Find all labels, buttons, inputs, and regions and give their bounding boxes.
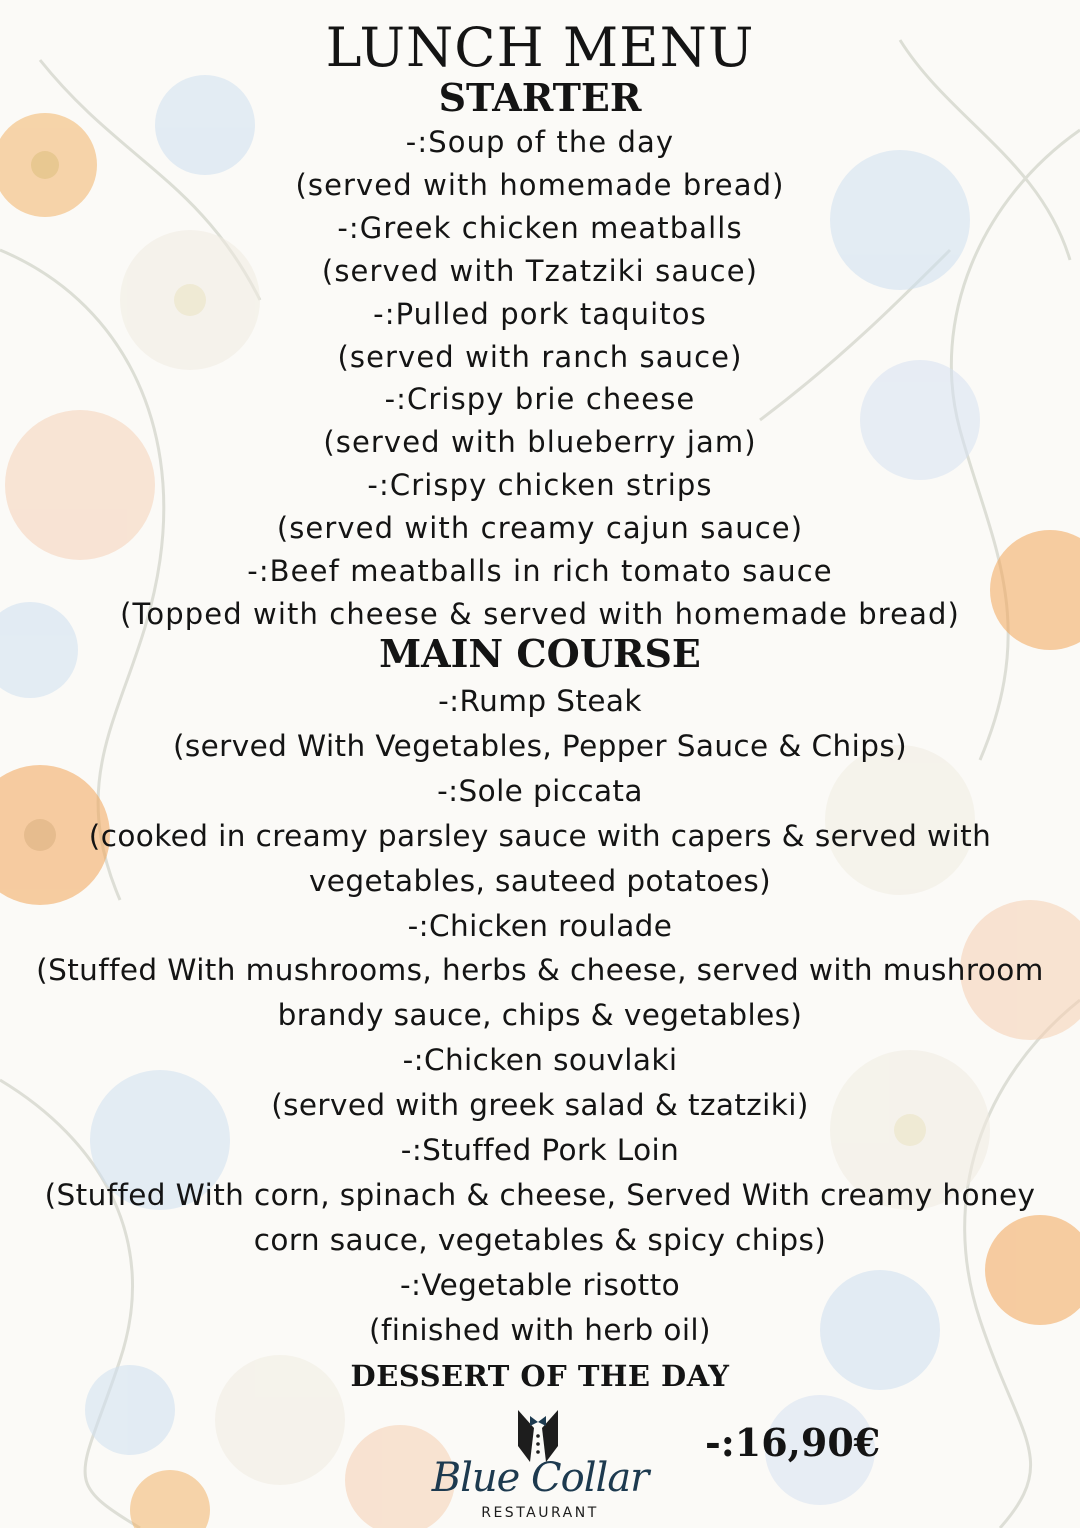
logo-wordmark: Blue Collar (431, 1455, 649, 1501)
menu-line: -:Vegetable risotto (399, 1267, 681, 1302)
menu-line: -:Pulled pork taquitos (373, 296, 707, 331)
menu-line: corn sauce, vegetables & spicy chips) (253, 1222, 827, 1257)
menu-line: (served with Tzatziki sauce) (321, 253, 759, 288)
logo-subtitle: RESTAURANT (481, 1505, 599, 1521)
menu-line: -:Sole piccata (437, 773, 643, 808)
menu-line: (served with blueberry jam) (323, 425, 757, 460)
menu-price: -:16,90€ (705, 1420, 881, 1465)
menu-line: -:Chicken souvlaki (402, 1043, 678, 1078)
menu-line: -:Chicken roulade (407, 908, 673, 943)
restaurant-logo (420, 1406, 660, 1524)
menu-line: (Topped with cheese & served with homemade bread) (120, 596, 960, 631)
menu-line: (finished with herb oil) (369, 1312, 711, 1347)
menu-line: -:Beef meatballs in rich tomato sauce (247, 554, 833, 589)
menu-line: -:Soup of the day (405, 125, 675, 159)
menu-line: -:Rump Steak (438, 684, 642, 718)
main-course-heading: MAIN COURSE (379, 631, 701, 676)
starter-heading: STARTER (438, 75, 642, 120)
menu-line: (Stuffed With mushrooms, herbs & cheese, served with mushroom (36, 953, 1044, 988)
menu-line: (served with greek salad & tzatziki) (271, 1088, 809, 1123)
menu-line: -:Greek chicken meatballs (337, 210, 743, 245)
menu-line: (served With Vegetables, Pepper Sauce & Chips) (172, 728, 908, 763)
starter-list (0, 121, 1080, 636)
menu-line: -:Crispy chicken strips (367, 468, 713, 503)
menu-line: (Stuffed With corn, spinach & cheese, Served With creamy honey (44, 1177, 1036, 1212)
menu-line: -:Stuffed Pork Loin (400, 1133, 680, 1168)
menu-line: (served with creamy cajun sauce) (276, 511, 804, 546)
menu-line: brandy sauce, chips & vegetables) (277, 998, 803, 1033)
menu-line: vegetables, sauteed potatoes) (308, 863, 772, 898)
menu-line: (cooked in creamy parsley sauce with capers & served with (88, 818, 992, 853)
menu-line: (served with ranch sauce) (337, 339, 743, 374)
dessert-line: DESSERT OF THE DAY (350, 1359, 730, 1393)
menu-line: -:Crispy brie cheese (384, 382, 696, 417)
menu-line: (served with homemade bread) (295, 167, 785, 202)
main-course-list (0, 679, 1080, 1353)
menu-title: LUNCH MENU (325, 16, 755, 79)
